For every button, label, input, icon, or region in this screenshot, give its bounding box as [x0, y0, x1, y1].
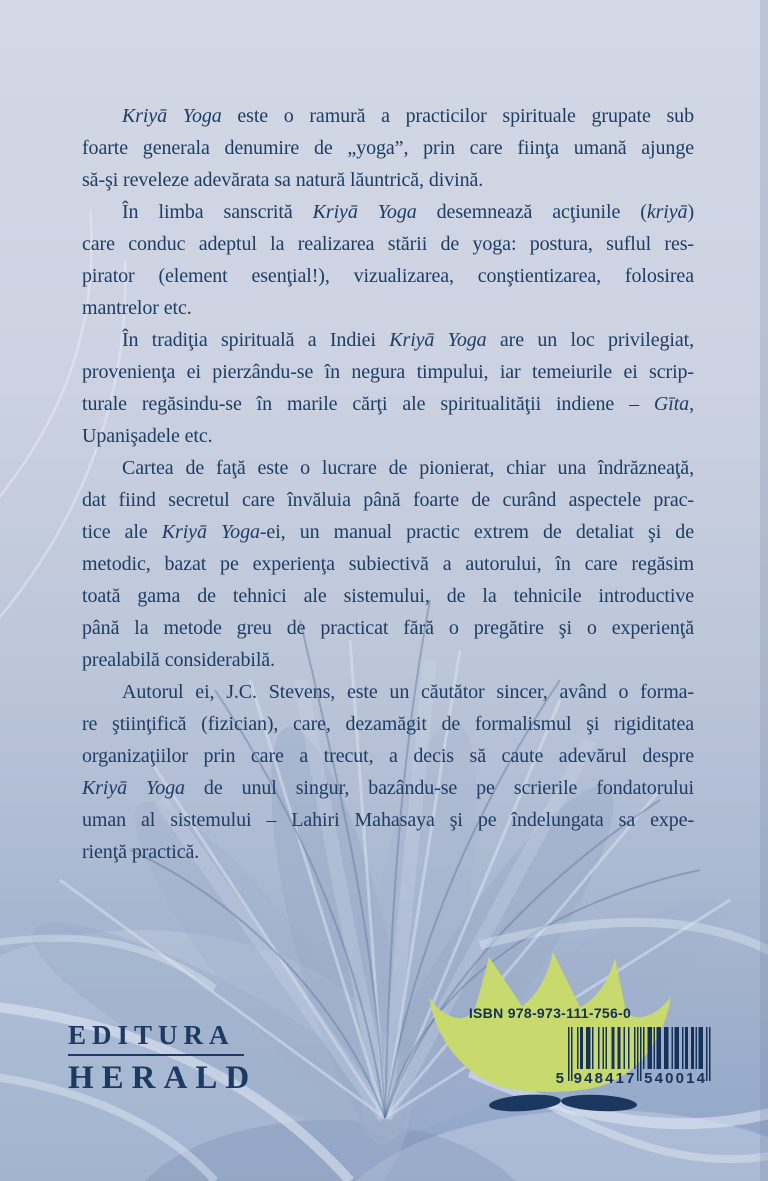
- synopsis-paragraph: [82, 324, 694, 452]
- text-line: organizaţiilor prin care a trecut, a decis să caute adevărul despre: [82, 745, 694, 767]
- text-line: turale regăsindu-se în marile cărţi ale spiritualităţii indiene – Gīta,: [82, 393, 694, 415]
- svg-text:1: 1: [686, 1070, 695, 1085]
- publisher-logo-divider: [68, 1054, 244, 1056]
- synopsis-paragraph: [82, 196, 694, 324]
- text-line: Kriyā Yoga este o ramură a practicilor spirituale grupate sub: [122, 105, 694, 127]
- svg-text:9: 9: [573, 1070, 582, 1085]
- svg-text:4: 4: [696, 1070, 705, 1085]
- text-line: pirator (element esenţial!), vizualizarea, conştientizarea, folosirea: [82, 265, 694, 287]
- svg-text:5: 5: [555, 1070, 564, 1085]
- text-line: toată gama de tehnici ale sistemului, de la tehnicile introductive: [82, 585, 694, 607]
- svg-text:4: 4: [584, 1070, 593, 1085]
- synopsis: [82, 100, 694, 868]
- text-line: În limba sanscrită Kriyā Yoga desemnează acţiunile (kriyā): [122, 201, 694, 223]
- svg-text:8: 8: [594, 1070, 603, 1085]
- text-line: Cartea de faţă este o lucrare de pionierat, chiar una îndrăzneaţă,: [122, 457, 694, 479]
- svg-text:0: 0: [675, 1070, 684, 1085]
- synopsis-paragraph: [82, 100, 694, 196]
- text-line: mantrelor etc.: [82, 297, 192, 319]
- text-line: rienţă practică.: [82, 841, 200, 863]
- text-line: În tradiţia spirituală a Indiei Kriyā Yoga are un loc privilegiat,: [122, 329, 694, 351]
- text-line: până la metode greu de practicat fără o pregătire şi o experienţă: [82, 617, 694, 639]
- isbn-label: ISBN 978-973-111-756-0: [468, 1005, 632, 1021]
- publisher-logo: [68, 1020, 257, 1097]
- text-line: care conduc adeptul la realizarea stării de yoga: postura, suflul res-: [82, 233, 694, 255]
- text-line: să-şi reveleze adevărata sa natură lăuntrică, divină.: [82, 169, 484, 191]
- text-line: Autorul ei, J.C. Stevens, este un căutător sincer, având o forma-: [122, 681, 694, 703]
- svg-text:4: 4: [605, 1070, 614, 1085]
- text-line: metodic, bazat pe experienţa subiectivă a autorului, în care regăsim: [82, 553, 694, 575]
- text-line: provenienţa ei pierzându-se în negura timpului, iar temeiurile ei scrip-: [82, 361, 694, 383]
- text-line: Kriyā Yoga de unul singur, bazându-se pe scrierile fondatorului: [82, 777, 694, 799]
- svg-text:4: 4: [654, 1070, 663, 1085]
- svg-text:0: 0: [665, 1070, 674, 1085]
- text-line: foarte generala denumire de „yoga”, prin care fiinţa umană ajunge: [82, 137, 694, 159]
- svg-text:7: 7: [626, 1070, 635, 1085]
- svg-text:5: 5: [644, 1070, 653, 1085]
- text-line: prealabilă considerabilă.: [82, 649, 275, 671]
- svg-text:1: 1: [615, 1070, 624, 1085]
- publisher-name-editura: EDITURA: [68, 1020, 235, 1050]
- text-line: Upanişadele etc.: [82, 425, 213, 447]
- publisher-name-herald: HERALD: [68, 1060, 258, 1096]
- synopsis-paragraph: [82, 676, 694, 868]
- isbn-lotus-badge: [429, 950, 705, 1120]
- synopsis-paragraph: [82, 452, 694, 676]
- text-line: uman al sistemului – Lahiri Mahasaya şi pe îndelungata sa expe-: [82, 809, 694, 831]
- text-line: dat fiind secretul care învăluia până foarte de curând aspectele prac-: [82, 489, 694, 511]
- text-line: re ştiinţifică (fizician), care, dezamăgit de formalismul şi rigiditatea: [82, 713, 694, 735]
- text-line: tice ale Kriyā Yoga-ei, un manual practic extrem de detaliat şi de: [82, 521, 694, 543]
